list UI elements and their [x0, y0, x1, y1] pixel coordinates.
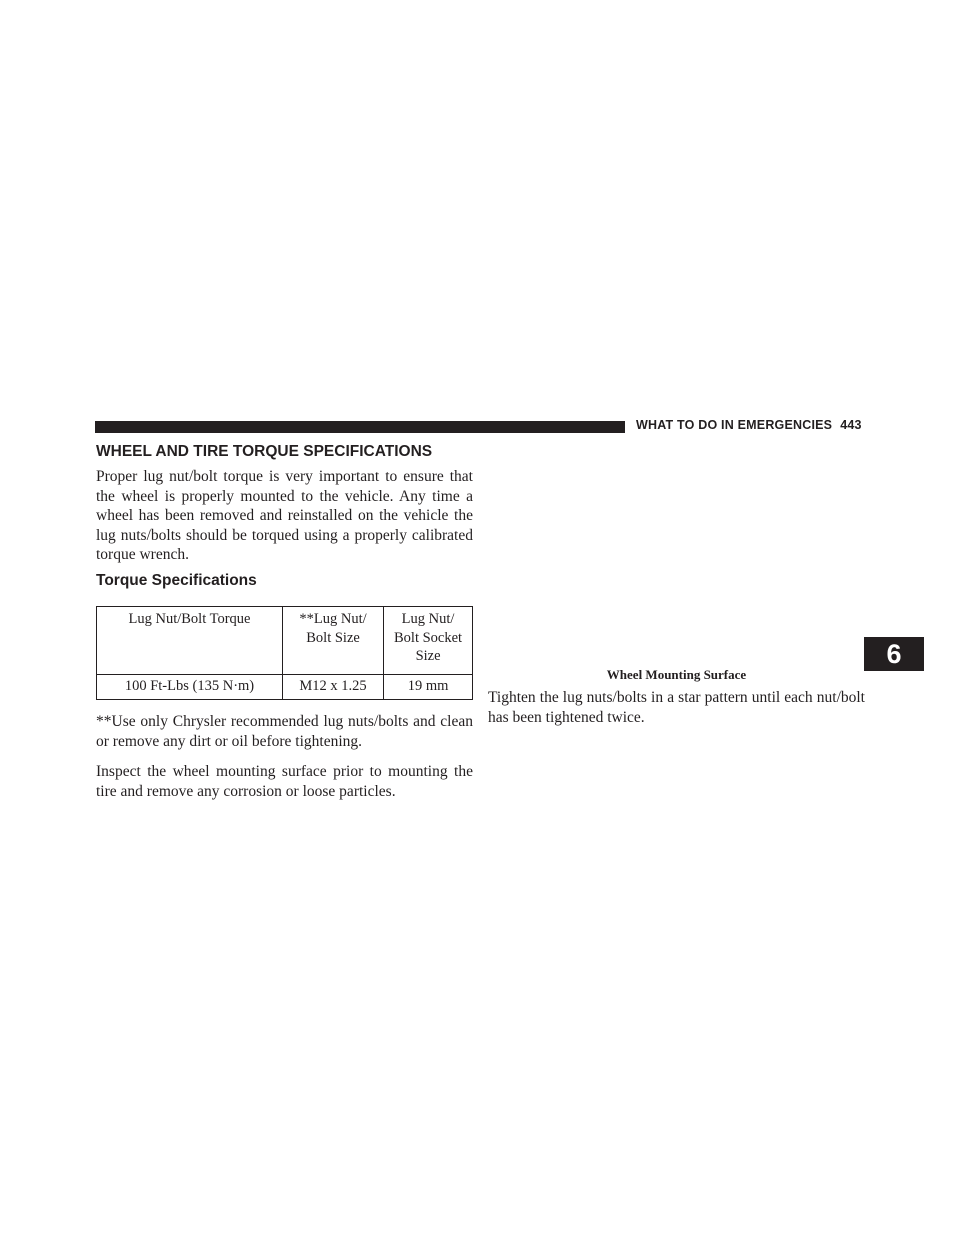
section-title: WHEEL AND TIRE TORQUE SPECIFICATIONS	[96, 443, 433, 460]
image-caption: Wheel Mounting Surface	[606, 667, 747, 682]
inspect-paragraph: Inspect the wheel mounting surface prior to mounting the tire and remove any corrosion or loose particles.	[96, 763, 473, 800]
table-header-cell: **Lug Nut/ Bolt Size	[282, 607, 383, 675]
subsection-title: Torque Specifications	[96, 572, 257, 589]
table-header-row	[97, 607, 473, 675]
table-header-cell: Lug Nut/ Bolt Socket Size	[384, 607, 473, 675]
intro-paragraph: Proper lug nut/bolt torque is very important to ensure that the wheel is properly mounted to the vehicle. Any time a wheel has been removed and reinstalled on the vehicle the lug nuts/bolts should be torqued using a properly calibrated torque wrench.	[96, 468, 473, 563]
torque-spec-table	[96, 606, 473, 700]
header-section: WHAT TO DO IN EMERGENCIES	[636, 418, 833, 432]
table-row	[97, 674, 473, 700]
header-rule	[95, 421, 625, 433]
footnote-paragraph: **Use only Chrysler recommended lug nuts/bolts and clean or remove any dirt or oil before tightening.	[96, 713, 473, 750]
page-number: 443	[840, 418, 862, 432]
chapter-tab: 6	[864, 637, 924, 671]
table-cell: M12 x 1.25	[282, 674, 383, 700]
table-cell: 100 Ft-Lbs (135 N·m)	[97, 674, 283, 700]
running-header	[636, 418, 862, 432]
tighten-paragraph: Tighten the lug nuts/bolts in a star pattern until each nut/bolt has been tightened twice.	[488, 689, 865, 726]
table-header-cell: Lug Nut/Bolt Torque	[97, 607, 283, 675]
table-cell: 19 mm	[384, 674, 473, 700]
